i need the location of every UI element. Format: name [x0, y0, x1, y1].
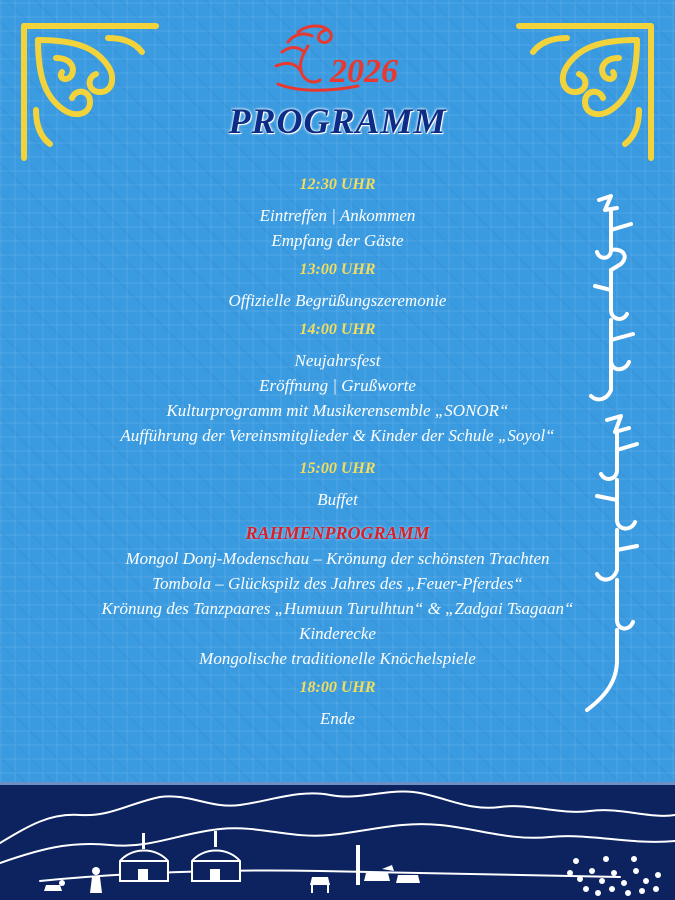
schedule-block: [0, 258, 675, 313]
schedule-item: Empfang der Gäste: [271, 231, 404, 250]
schedule-time: 15:00 UHR: [299, 460, 376, 477]
corner-ornament-icon: [509, 18, 659, 168]
schedule-block: [0, 676, 675, 731]
schedule-block: [0, 173, 675, 253]
side-program-item: Mongolische traditionelle Knöchelspiele: [199, 649, 476, 668]
schedule-block: [0, 457, 675, 512]
fire-horse-icon: [268, 22, 412, 102]
side-program-title: RAHMENPROGRAMM: [245, 523, 430, 543]
schedule-item: Ende: [320, 709, 355, 728]
schedule-item: Eintreffen | Ankommen: [259, 206, 416, 225]
schedule-time: 13:00 UHR: [299, 261, 376, 278]
schedule-block: [0, 318, 675, 448]
schedule: [0, 173, 675, 736]
page-title: PROGRAMM: [228, 101, 447, 141]
schedule-item: Buffet: [317, 490, 358, 509]
side-program-item: Mongol Donj-Modenschau – Krönung der schönsten Trachten: [125, 549, 550, 568]
corner-ornament-icon: [16, 18, 166, 168]
schedule-time: 12:30 UHR: [299, 176, 376, 193]
schedule-item: Offizielle Begrüßungszeremonie: [228, 291, 447, 310]
side-program-item: Tombola – Glückspilz des Jahres des „Feuer-Pferdes“: [152, 574, 523, 593]
schedule-item: Eröffnung | Grußworte: [259, 376, 416, 395]
steppe-landscape-icon: [0, 785, 675, 900]
logo-year: 2026: [330, 53, 398, 90]
schedule-item: Kulturprogramm mit Musikerensemble „SONOR“: [166, 401, 509, 420]
side-program: [0, 520, 675, 671]
schedule-item: Aufführung der Vereinsmitglieder & Kinder der Schule „Soyol“: [120, 426, 555, 445]
schedule-time: 14:00 UHR: [299, 321, 376, 338]
side-program-item: Krönung des Tanzpaares „Humuun Turulhtun“ & „Zadgai Tsagaan“: [101, 599, 574, 618]
schedule-item: Neujahrsfest: [294, 351, 381, 370]
footer-landscape: [0, 782, 675, 900]
side-program-item: Kinderecke: [299, 624, 376, 643]
mongolian-script-icon: [577, 190, 657, 730]
schedule-time: 18:00 UHR: [299, 679, 376, 696]
